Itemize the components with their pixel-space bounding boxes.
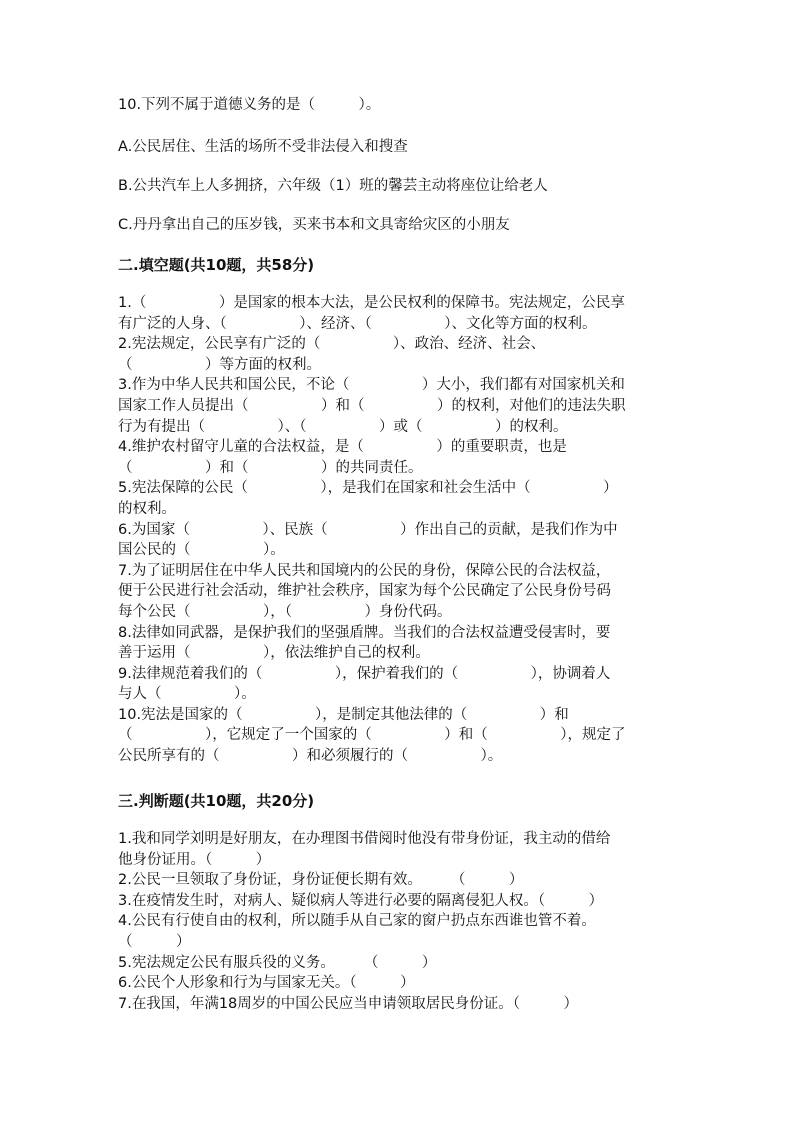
fill-line: 2.宪法规定，公民享有广泛的（ ）、政治、经济、社会、 (118, 336, 546, 353)
fill-line: 行为有提出（ ）、（ ）或（ ）的权利。 (118, 418, 568, 435)
fill-line: （ ），它规定了一个国家的（ ）和（ ），规定了 (118, 727, 626, 744)
fill-line: 公民所享有的（ ）和必须履行的（ ）。 (118, 748, 503, 765)
judge-questions (118, 829, 678, 1014)
fill-line: 5.宪法保障的公民（ ），是我们在国家和社会生活中（ ） (118, 480, 618, 497)
judge-line: 5.宪法规定公民有服兵役的义务。 （ ） (118, 954, 437, 971)
fill-line: 4.维护农村留守儿童的合法权益，是（ ）的重要职责，也是 (118, 439, 567, 456)
mc-option-a: A.公民居住、生活的场所不受非法侵入和搜查 (118, 139, 408, 155)
fill-line: 9.法律规范着我们的（ ），保护着我们的（ ），协调着人 (118, 665, 611, 682)
fill-line: 8.法律如同武器，是保护我们的坚强盾牌。当我们的合法权益遭受侵害时，要 (118, 624, 611, 641)
fill-line: 国公民的（ ）。 (118, 542, 285, 559)
fill-line: 10.宪法是国家的（ ），是制定其他法律的（ ）和 (118, 706, 569, 723)
mc-option-b: B.公共汽车上人多拥挤，六年级（1）班的馨芸主动将座位让给老人 (118, 178, 548, 194)
fill-line: 善于运用（ ），依法维护自己的权利。 (118, 645, 430, 662)
judge-line: 7.在我国，年满18周岁的中国公民应当申请领取居民身份证。（ ） (118, 995, 579, 1012)
fill-line: 3.作为中华人民共和国公民，不论（ ）大小，我们都有对国家机关和 (118, 377, 625, 394)
fill-line: 的权利。 (118, 500, 176, 517)
fill-line: 每个公民（ ），（ ）身份代码。 (118, 603, 452, 620)
fill-line: （ ）等方面的权利。 (118, 356, 321, 373)
fill-line: 国家工作人员提出（ ）和（ ）的权利，对他们的违法失职 (118, 397, 626, 414)
fill-line: 便于公民进行社会活动，维护社会秩序，国家为每个公民确定了公民身份号码 (118, 583, 611, 600)
section-title-judge: 三.判断题(共10题，共20分) (118, 792, 315, 810)
fill-line: （ ）和（ ）的共同责任。 (118, 459, 423, 476)
section-title-fill: 二.填空题(共10题，共58分) (118, 256, 315, 274)
judge-line: 2.公民一旦领取了身份证，身份证便长期有效。 （ ） (118, 872, 524, 889)
judge-line: 4.公民有行使自由的权利，所以随手从自己家的窗户扔点东西谁也管不着。 (118, 913, 596, 930)
mc-option-c: C.丹丹拿出自己的压岁钱，买来书本和文具寄给灾区的小朋友 (118, 217, 510, 233)
judge-line: 6.公民个人形象和行为与国家无关。（ ） (118, 975, 415, 992)
judge-line: 3.在疫情发生时，对病人、疑似病人等进行必要的隔离侵犯人权。（ ） (118, 892, 604, 909)
fill-line: 与人（ ）。 (118, 686, 256, 703)
fill-line: 7.为了证明居住在中华人民共和国境内的公民的身份，保障公民的合法权益， (118, 562, 611, 579)
mc-question-stem: 10.下列不属于道德义务的是（ ）。 (118, 97, 381, 113)
fill-line: 1.（ ）是国家的根本大法，是公民权利的保障书。宪法规定，公民享 (118, 295, 625, 311)
judge-line: 1.我和同学刘明是好朋友，在办理图书借阅时他没有带身份证，我主动的借给 (118, 831, 611, 847)
judge-line: 他身份证用。（ ） (118, 851, 271, 868)
fill-line: 6.为国家（ ）、民族（ ）作出自己的贡献，是我们作为中 (118, 521, 618, 538)
fill-line: 有广泛的人身、（ ）、经济、（ ）、文化等方面的权利。 (118, 315, 597, 332)
fill-questions (118, 293, 678, 767)
judge-line: （ ） (118, 933, 191, 950)
